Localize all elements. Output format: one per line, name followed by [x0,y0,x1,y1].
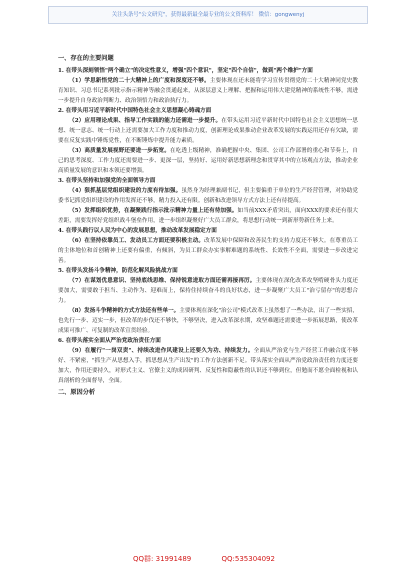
item-5-bold: （5）发挥组织优势，在凝聚践行指示批示精神力量上还有待加强。 [69,208,238,214]
footer-qq-group: QQ群: 31991489 [133,555,192,563]
subsection-heading-4: 4. 在带头践行以人民为中心的发展思想，推动改革发展稳定方面 [58,228,217,234]
paragraph-item-9 [58,346,358,386]
item-6-text: 改革发展中保障和改善民生的支持力度还不够大。在尊重员工的主体地位和首创精神上还要有偏重，有倾斜，为员工群众办实事解难题的系统性、长效性不全面，需要进一步改进完善。 [58,238,358,264]
item-9-bold: （9）在履行"一岗双责"、持续改进作风建设上还要久为功、持续发力。 [69,348,254,354]
paragraph-item-8 [58,306,358,336]
item-6-bold: （6）在坚持依靠员工、发动员工方面还要积极主动。 [69,238,205,244]
item-2-bold: （2）应用理论成果、指导工作实践的能力还需进一步提升。 [69,118,222,124]
paragraph-item-5 [58,206,358,226]
document-body [58,52,358,400]
paragraph-item-1 [58,76,358,106]
subsection-heading-5: 5. 在带头发扬斗争精神，防范化解风险挑战方面 [58,268,178,274]
item-5-text: 如当前XXX矛盾突出，面向XXX的要求还有很大差距，需要发挥好党组织战斗堡垒作用，进一步组织凝聚好广大员工群众，将思想行动统一到新形势新任务上来。 [58,208,358,224]
section-title-causes: 二、原因分析 [58,389,96,396]
footer-contacts [0,552,408,566]
item-3-bold: （3）高质量发展视野还要进一步拓宽。 [69,148,170,154]
item-8-bold: （8）发扬斗争精神的方式方法还有些单一。 [69,308,180,314]
subsection-heading-3: 3. 在带头坚持和加强党的全面领导方面 [58,178,156,184]
footer-qq: QQ:535304092 [221,555,275,563]
paragraph-item-3 [58,146,358,176]
item-1-text: 主要体现在还未能将学习宣传贯彻党的二十大精神同党史教育知识、习总书记系列批示指示精神等融会贯通起来，从深层意义上理解、把握和运用伟大建党精神的系统性不够，需进一步提升自身政治判断力、政治领悟力和政治执行力。 [58,78,358,104]
item-3-text: 在吃透上级精神，准确把握中央、集团、公司工作部署的重心和节奏上，自己的思考深度、工作力度还需要进一步、更深一层，坚持好、运用好新思想新理念和贯穿其中的立场观点方法，推动企业高质量发展的意识和本领还要增强。 [58,148,358,174]
item-4-text: 虽然身为经理兼副书记，但主要偏重于单位的生产经营管理，对协助党委书记抓党组织建设的作用发挥还不够，精力投入还有限。创新和改进领导方式方法上还有待提高。 [58,188,358,204]
paragraph-item-2 [58,116,358,146]
paragraph-item-7 [58,276,358,306]
subsection-heading-1: 1. 在带头深刻领悟"两个确立"的决定性意义，增强"四个意识"，坚定"四个自信"，做到"两个维护"方面 [58,68,313,74]
item-7-text: 主要体现在深化改革攻坚啃硬骨头力度还要加大，需要敢于担当、主动作为、迎难而上，保持住持续奋斗的良好状态，进一步凝聚广大员工"治亏留存"的思想合力。 [58,278,358,304]
subsection-heading-2: 2. 在带头用习近平新时代中国特色社会主义思想凝心铸魂方面 [58,108,212,114]
subsection-heading-6: 6. 在带头落实全面从严治党政治责任方面 [58,338,161,344]
section-title-problems: 一、存在的主要问题 [58,55,114,62]
item-7-bold: （7）在谋划优患意识、坚持底线思维、保持锐意进取方面还需再接再厉。 [69,278,256,284]
item-8-text: 主要体现在深化"治公司"模式改革上虽然想了一些办法，出了一些实招，也先行一步、迈实一步，但改革的步伐还不够快，不够坚决，进入改革深水期，攻坚难题还需要进一步拓展思路，使改革成果可推广、可复制的改革宣贯经验。 [58,308,358,334]
item-2-text: 在带头运用习近平新时代中国特色社会主义思想统一思想、统一意志、统一行动上还需要加大工作力度和推动力度，创新理论成果推动企业改革发展的实践运用还存有欠缺，需要在反复实践中锤炼党性，在不断锤炼中提升能力素质。 [58,118,358,144]
header-banner: 关注头条号"公文研究"，获得最新最全最专业的公文资料库！ 微信：gongwenyj [48,6,368,24]
item-9-text: 全面从严治党与生产经营工作融合度不够好、不紧密，"抓生产从思想入手，抓思想从生产出发"的工作方法创新不足。带头落实全面从严治党政治责任的力度还要加大，作用还要持久，对形式主义、官僚主义的成因研判、反复性和隐蔽性的认识还不够到位，但勉而不愿全面检视和认真剖析的全面督导，全面。 [58,348,358,384]
paragraph-item-4 [58,186,358,206]
item-1-bold: （1）学思新悟党的二十大精神上的广度和深度还不够。 [69,78,210,84]
item-4-bold: （4）狠抓基层党组织建设的力度有待加强。 [69,188,182,194]
paragraph-item-6 [58,236,358,266]
